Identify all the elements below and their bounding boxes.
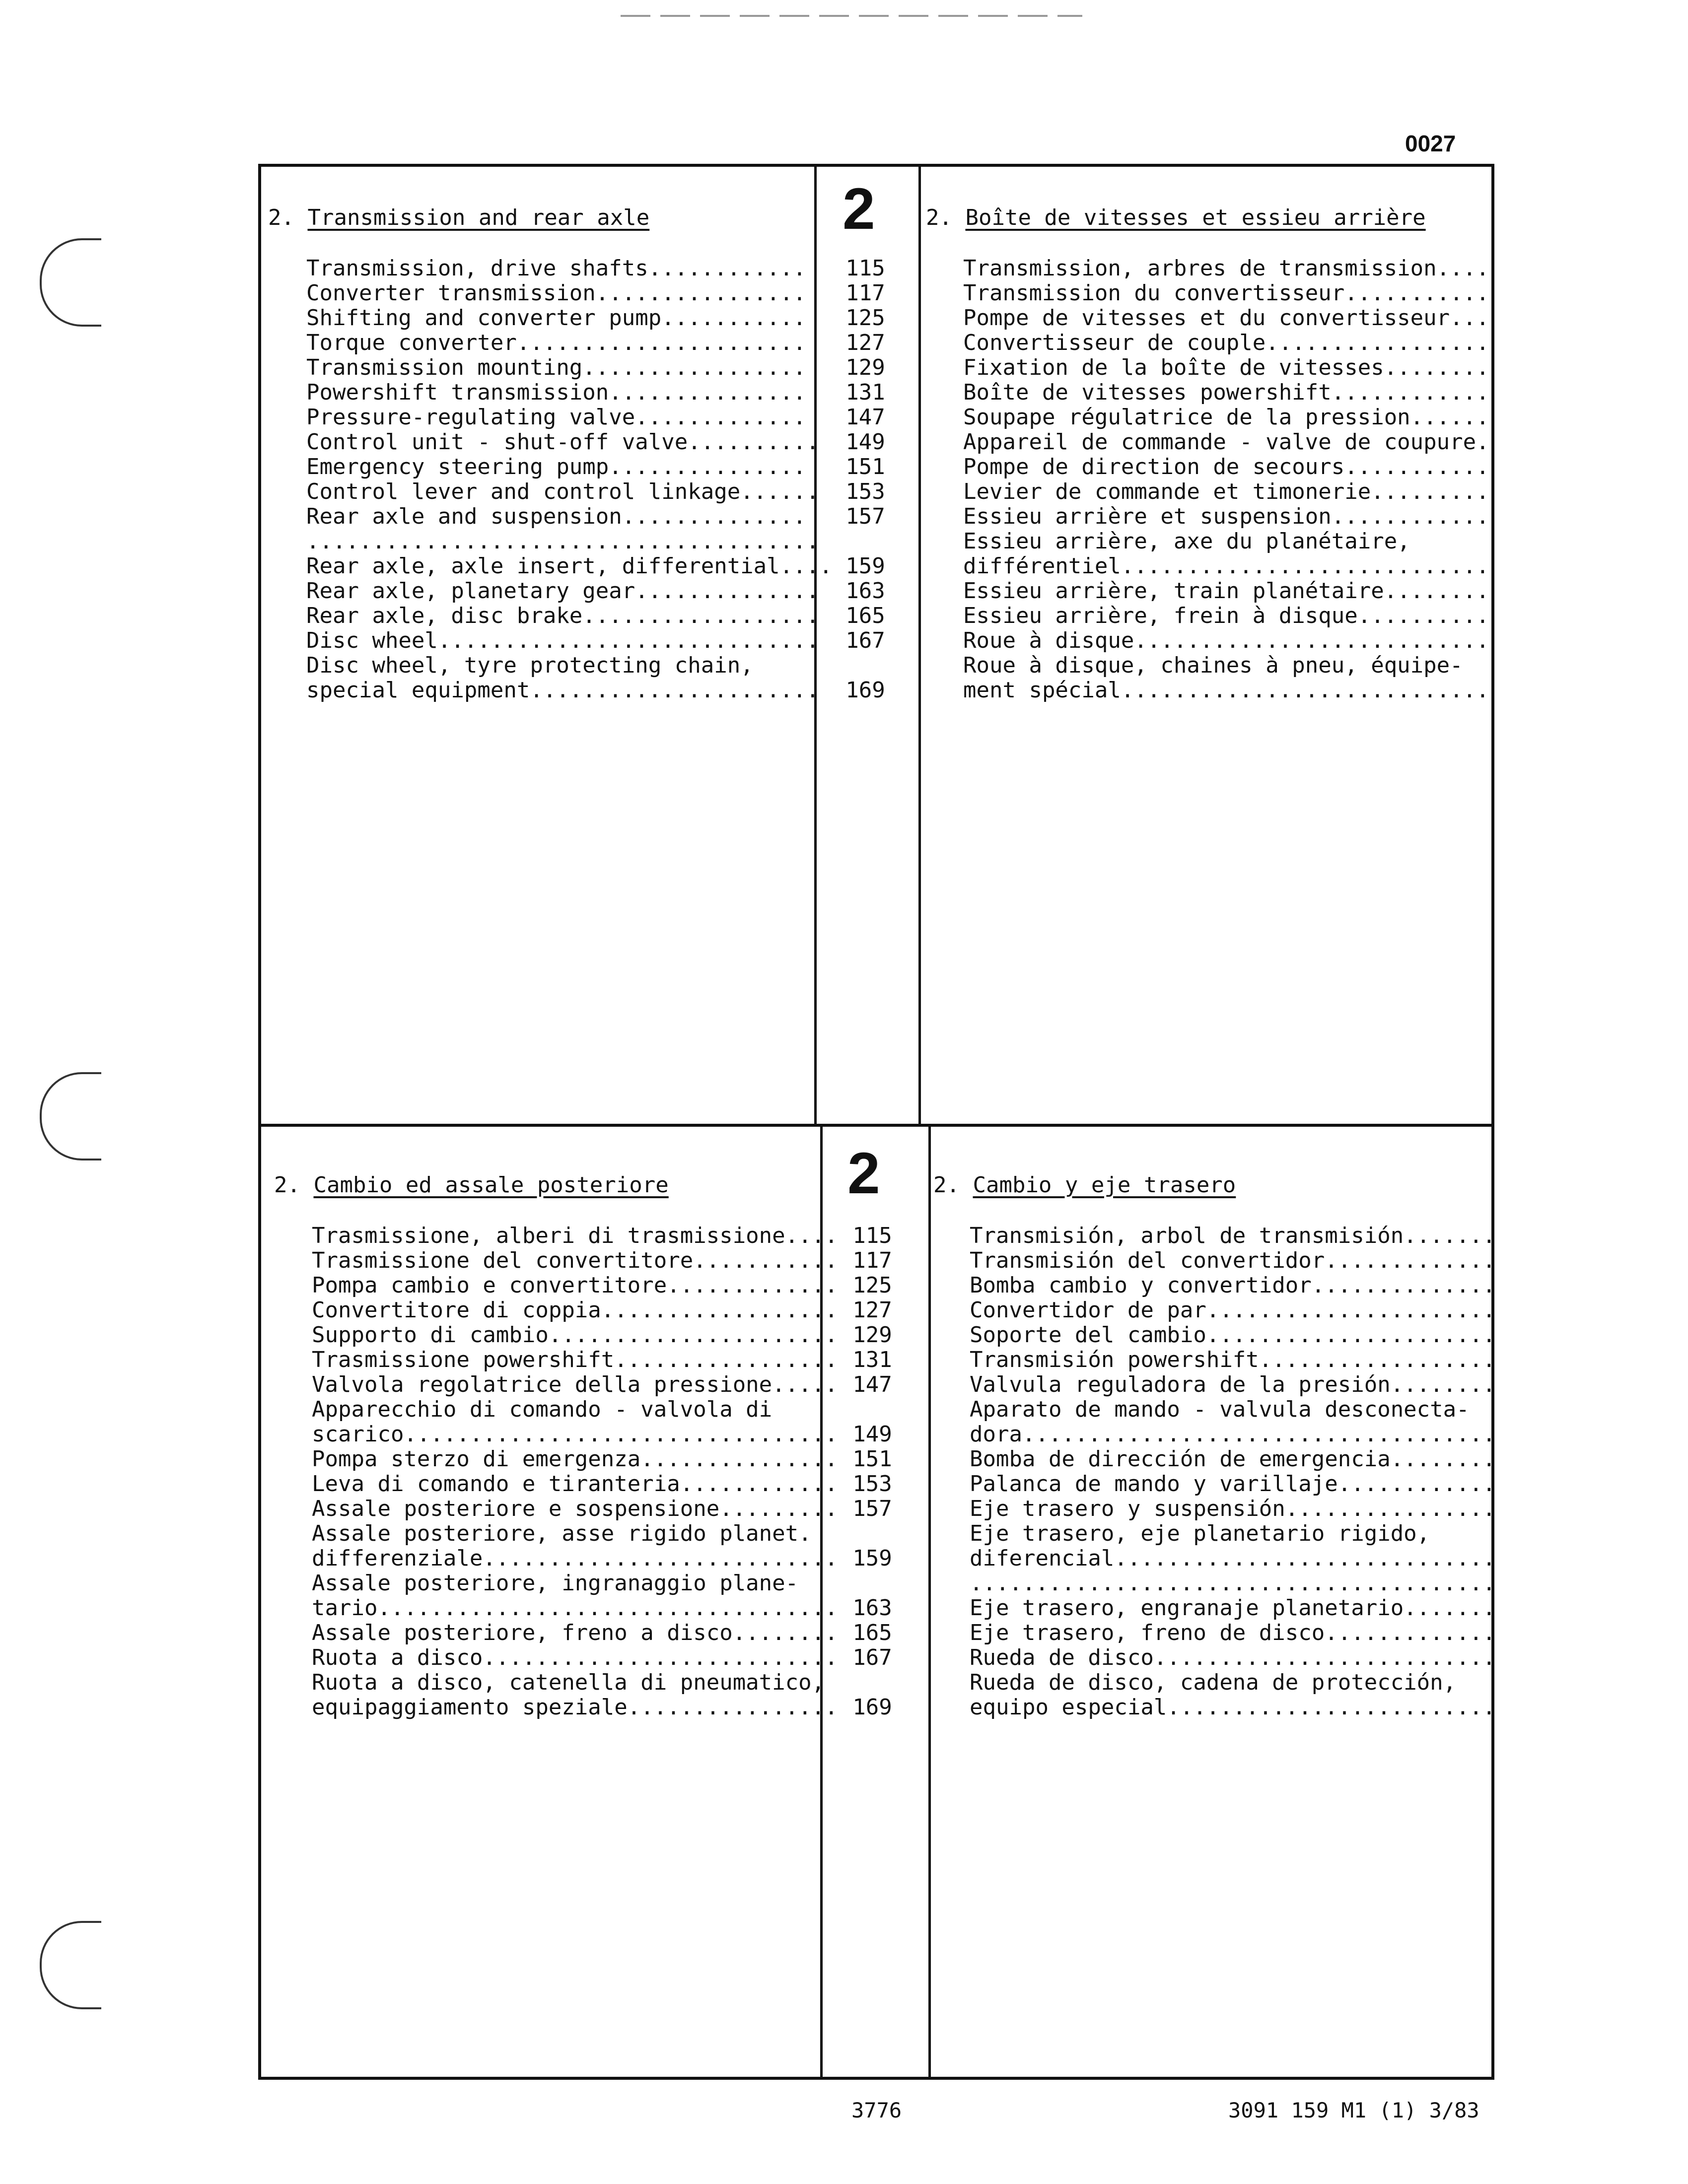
divider-top-right [918, 164, 921, 1127]
list-item: differenziale........................... [312, 1546, 838, 1571]
section-heading-it: Cambio ed assale posteriore [313, 1172, 669, 1198]
list-item: Soporte del cambio...................... [970, 1322, 1496, 1348]
page-numbers-bottom [843, 1224, 902, 1720]
page-number [843, 1571, 902, 1596]
list-item: Palanca de mando y varillaje............ [970, 1471, 1496, 1497]
page-number: 115 [852, 1223, 892, 1248]
page-number: 117 [845, 280, 885, 306]
footer-document-ref: 3091 159 M1 (1) 3/83 [1228, 2098, 1479, 2122]
chapter-number-top: 2 [843, 176, 875, 242]
list-item: Roue à disque, chaines à pneu, équipe- [963, 653, 1463, 678]
list-item: Essieu arrière, frein à disque.......... [963, 603, 1489, 628]
list-item: Assale posteriore e sospensione......... [312, 1496, 838, 1521]
list-item: Transmission, arbres de transmission.... [963, 256, 1489, 281]
section-number-it: 2. [274, 1172, 300, 1198]
list-item: Control lever and control linkage...... [306, 479, 820, 504]
divider-bottom-right [928, 1124, 931, 2080]
section-heading-fr: Boîte de vitesses et essieu arrière [965, 205, 1426, 230]
list-item: Essieu arrière, train planétaire........ [963, 578, 1489, 604]
list-item: Trasmissione, alberi di trasmissione.... [312, 1223, 838, 1248]
list-item: Pressure-regulating valve............. [306, 405, 806, 430]
list-item: tario................................... [312, 1595, 838, 1621]
list-item: Assale posteriore, asse rigido planet. [312, 1521, 812, 1546]
list-item: Transmisión del convertidor............. [970, 1248, 1496, 1273]
page-number [836, 653, 895, 678]
list-item: Transmission du convertisseur........... [963, 280, 1489, 306]
list-item: Soupape régulatrice de la pression...... [963, 405, 1489, 430]
top-dashed-rule [621, 15, 1082, 17]
page-number: 159 [845, 553, 885, 579]
page-number: 151 [852, 1446, 892, 1472]
list-item: Rear axle, disc brake.................. [306, 603, 820, 628]
list-item: Control unit - shut-off valve.......... [306, 429, 820, 455]
list-item: différentiel............................ [963, 553, 1489, 579]
list-item: ........................................ [970, 1570, 1496, 1596]
page-number: 153 [845, 479, 885, 504]
list-item: Assale posteriore, ingranaggio plane- [312, 1570, 799, 1596]
list-item: Ruota a disco, catenella di pneumatico, [312, 1670, 825, 1695]
list-item: Convertisseur de couple................. [963, 330, 1489, 355]
page-number: 117 [852, 1248, 892, 1273]
list-item: Rear axle, planetary gear.............. [306, 578, 820, 604]
page-number: 157 [852, 1496, 892, 1521]
section-number-en: 2. [268, 205, 294, 230]
list-item: Roue à disque........................... [963, 628, 1489, 653]
list-item: Convertitore di coppia.................. [312, 1297, 838, 1323]
page-number [843, 1397, 902, 1422]
page-number: 125 [852, 1273, 892, 1298]
section-heading-es: Cambio y eje trasero [973, 1172, 1236, 1198]
page-number: 167 [845, 628, 885, 653]
entry-list-fr [963, 256, 1489, 703]
binder-hole-bottom [40, 1921, 101, 2009]
list-item: Ruota a disco........................... [312, 1645, 838, 1670]
page-number: 169 [845, 678, 885, 703]
page-number: 115 [845, 256, 885, 281]
list-item: Appareil de commande - valve de coupure. [963, 429, 1489, 455]
list-item: Torque converter...................... [306, 330, 806, 355]
page-number: 165 [845, 603, 885, 628]
list-item: Aparato de mando - valvula desconecta- [970, 1397, 1470, 1422]
page-number: 151 [845, 454, 885, 479]
page-number: 167 [852, 1645, 892, 1670]
page-number: 129 [852, 1322, 892, 1348]
list-item: Pompe de vitesses et du convertisseur... [963, 305, 1489, 331]
list-item: Powershift transmission............... [306, 380, 806, 405]
list-item: Rear axle, axle insert, differential.... [306, 553, 833, 579]
list-item: Eje trasero, engranaje planetario....... [970, 1595, 1496, 1621]
section-title-it [274, 1172, 669, 1198]
entry-list-en [306, 256, 833, 703]
list-item: Eje trasero, freno de disco............. [970, 1620, 1496, 1645]
list-item: scarico................................. [312, 1422, 838, 1447]
list-item: Apparecchio di comando - valvola di [312, 1397, 773, 1422]
list-item: dora.................................... [970, 1422, 1496, 1447]
list-item: Eje trasero, eje planetario rigido, [970, 1521, 1430, 1546]
list-item: ....................................... [306, 529, 820, 554]
list-item: Trasmissione del convertitore........... [312, 1248, 838, 1273]
page-number: 149 [852, 1422, 892, 1447]
list-item: Valvola regolatrice della pressione..... [312, 1372, 838, 1397]
section-title-es [933, 1172, 1236, 1198]
list-item: Shifting and converter pump........... [306, 305, 806, 331]
page-code: 0027 [1405, 131, 1456, 156]
page-number: 125 [845, 305, 885, 331]
list-item: Essieu arrière, axe du planétaire, [963, 529, 1410, 554]
list-item: Rear axle and suspension.............. [306, 504, 806, 529]
list-item: ment spécial............................ [963, 678, 1489, 703]
page-number: 131 [852, 1347, 892, 1372]
entry-list-es [970, 1224, 1496, 1720]
list-item: Assale posteriore, freno a disco........ [312, 1620, 838, 1645]
page-number: 163 [845, 578, 885, 604]
page-number [843, 1521, 902, 1546]
entry-list-it [312, 1224, 838, 1720]
list-item: Eje trasero y suspensión................ [970, 1496, 1496, 1521]
page-number: 159 [852, 1546, 892, 1571]
page-number: 157 [845, 504, 885, 529]
list-item: Transmisión powershift.................. [970, 1347, 1496, 1372]
binder-hole-middle [40, 1072, 101, 1160]
list-item: equipaggiamento speziale................ [312, 1695, 838, 1720]
list-item: Rueda de disco, cadena de protección, [970, 1670, 1457, 1695]
section-number-es: 2. [933, 1172, 960, 1198]
list-item: Converter transmission................ [306, 280, 806, 306]
list-item: Valvula reguladora de la presión........ [970, 1372, 1496, 1397]
page-number: 127 [852, 1297, 892, 1323]
list-item: Boîte de vitesses powershift............ [963, 380, 1489, 405]
list-item: Emergency steering pump............... [306, 454, 806, 479]
list-item: Transmisión, arbol de transmisión....... [970, 1223, 1496, 1248]
page-number: 129 [845, 355, 885, 380]
page-numbers-top [836, 256, 895, 703]
list-item: Rueda de disco.......................... [970, 1645, 1496, 1670]
list-item: Pompa cambio e convertitore............. [312, 1273, 838, 1298]
section-title-en [268, 205, 649, 230]
list-item: Pompe de direction de secours........... [963, 454, 1489, 479]
list-item: Disc wheel............................. [306, 628, 820, 653]
chapter-number-bottom: 2 [847, 1141, 880, 1206]
horizontal-divider [258, 1124, 1494, 1127]
list-item: Transmission mounting................. [306, 355, 806, 380]
footer-center-number: 3776 [851, 2098, 902, 2122]
section-heading-en: Transmission and rear axle [307, 205, 650, 230]
list-item: Levier de commande et timonerie......... [963, 479, 1489, 504]
list-item: Essieu arrière et suspension............ [963, 504, 1489, 529]
page-number: 131 [845, 380, 885, 405]
page-number: 127 [845, 330, 885, 355]
list-item: special equipment...................... [306, 678, 820, 703]
list-item: Transmission, drive shafts............ [306, 256, 806, 281]
page-number [836, 529, 895, 554]
page-number: 147 [845, 405, 885, 430]
section-number-fr: 2. [926, 205, 952, 230]
page-number [843, 1670, 902, 1695]
list-item: Trasmissione powershift................. [312, 1347, 838, 1372]
section-title-fr [926, 205, 1426, 230]
list-item: Supporto di cambio...................... [312, 1322, 838, 1348]
list-item: Convertidor de par...................... [970, 1297, 1496, 1323]
list-item: Pompa sterzo di emergenza............... [312, 1446, 838, 1472]
page-number: 163 [852, 1595, 892, 1621]
list-item: diferencial............................. [970, 1546, 1496, 1571]
page-number: 149 [845, 429, 885, 455]
list-item: Bomba cambio y convertidor.............. [970, 1273, 1496, 1298]
list-item: Fixation de la boîte de vitesses........ [963, 355, 1489, 380]
page-number: 153 [852, 1471, 892, 1497]
list-item: Disc wheel, tyre protecting chain, [306, 653, 754, 678]
binder-hole-top [40, 238, 101, 327]
page-number: 147 [852, 1372, 892, 1397]
list-item: Bomba de dirección de emergencia........ [970, 1446, 1496, 1472]
page-number: 165 [852, 1620, 892, 1645]
list-item: equipo especial......................... [970, 1695, 1496, 1720]
page-number: 169 [852, 1695, 892, 1720]
list-item: Leva di comando e tiranteria............ [312, 1471, 838, 1497]
